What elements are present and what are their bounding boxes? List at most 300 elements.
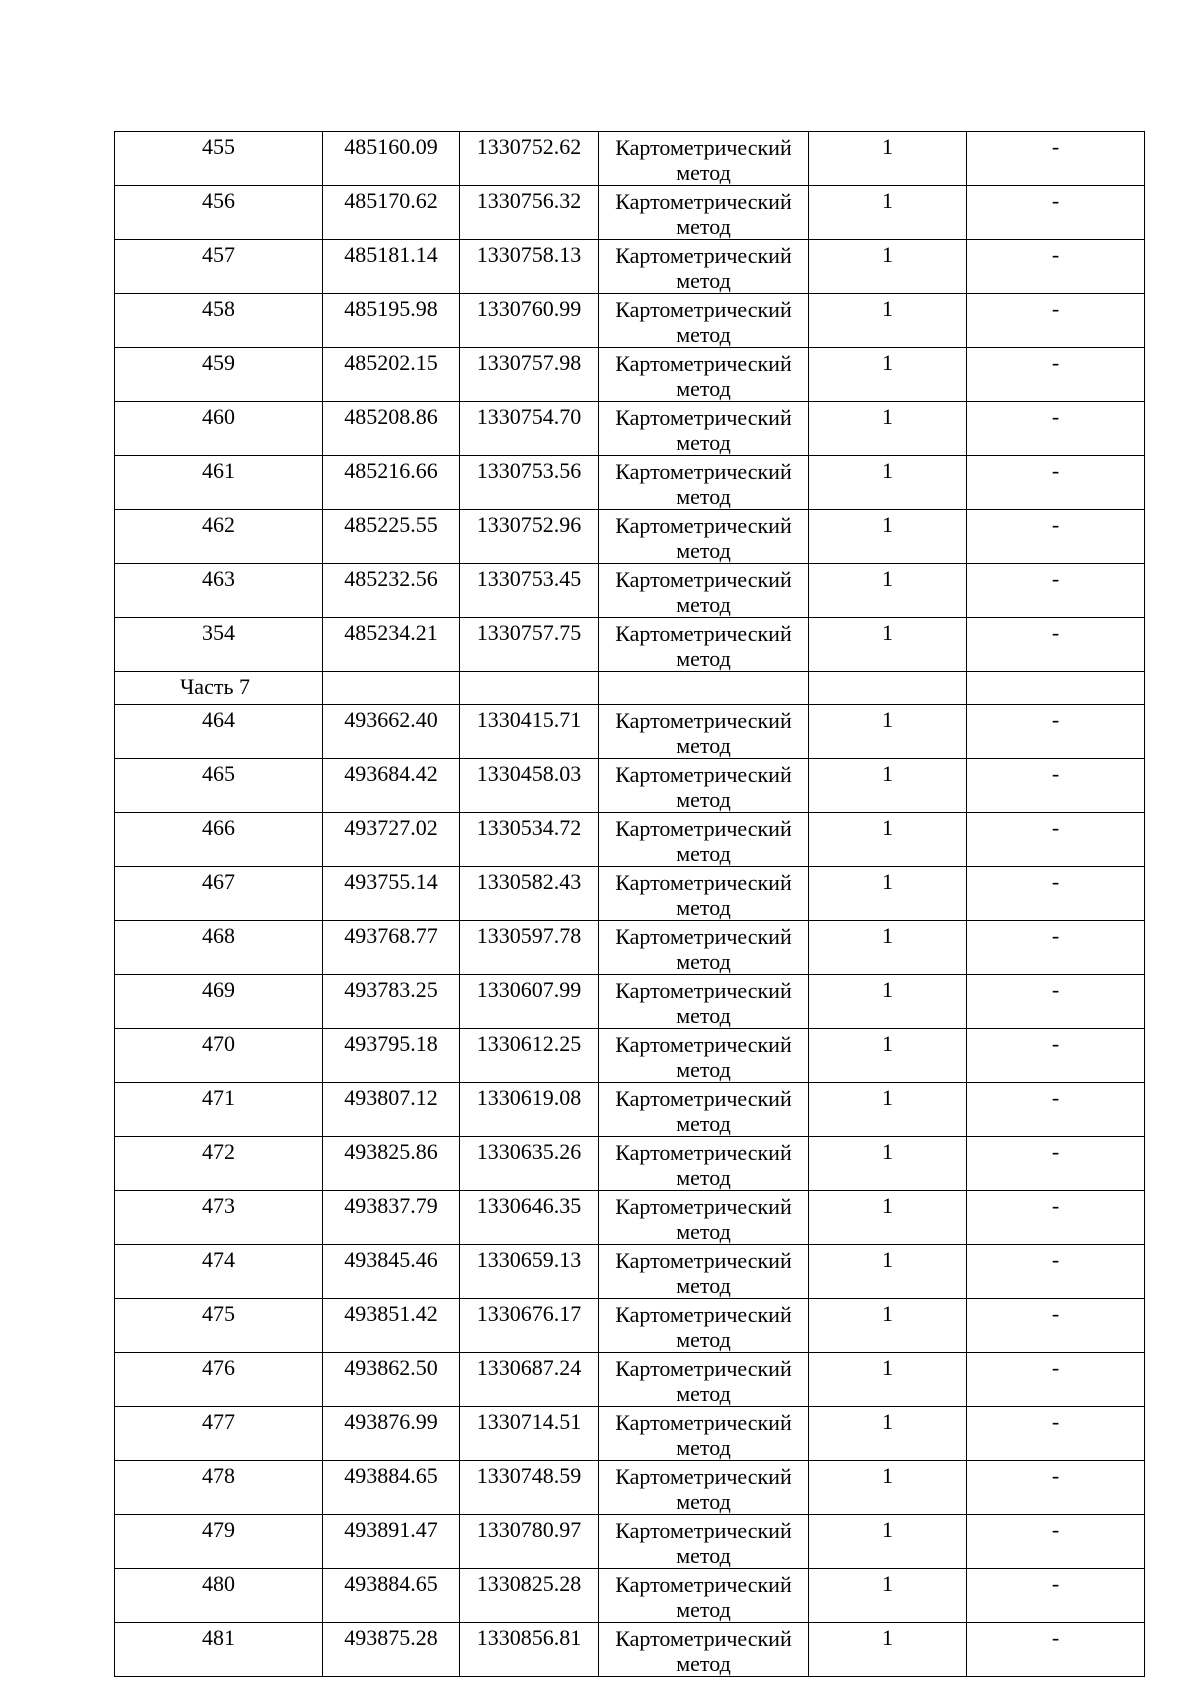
point-number-text: 461 (202, 458, 235, 483)
x-coordinate-text: 493825.86 (344, 1139, 438, 1164)
x-coordinate-cell (323, 618, 460, 672)
table-row (115, 1407, 1145, 1461)
description-text: - (1051, 761, 1060, 786)
y-coordinate-cell (460, 1299, 599, 1353)
description-text: - (1051, 869, 1060, 894)
method-cell (599, 1623, 809, 1677)
accuracy-text: 1 (882, 1409, 893, 1434)
point-number-text: 462 (202, 512, 235, 537)
method-cell (599, 348, 809, 402)
point-number-cell (115, 1137, 323, 1191)
accuracy-text: 1 (882, 1247, 893, 1272)
description-cell (967, 1245, 1145, 1299)
y-coordinate-text: 1330748.59 (476, 1463, 582, 1488)
method-text: Картометрический метод (615, 1572, 792, 1622)
accuracy-text: 1 (882, 707, 893, 732)
y-coordinate-text: 1330458.03 (476, 761, 582, 786)
method-text: Картометрический метод (615, 1032, 792, 1082)
method-cell (599, 1461, 809, 1515)
x-coordinate-text: 485181.14 (344, 242, 438, 267)
x-coordinate-cell (323, 813, 460, 867)
table-row (115, 132, 1145, 186)
method-cell (599, 132, 809, 186)
x-coordinate-text: 493727.02 (344, 815, 438, 840)
description-text: - (1051, 1625, 1060, 1650)
y-coordinate-cell (460, 1569, 599, 1623)
description-cell (967, 921, 1145, 975)
accuracy-text: 1 (882, 512, 893, 537)
description-cell (967, 240, 1145, 294)
table-row (115, 456, 1145, 510)
point-number-text: 478 (202, 1463, 235, 1488)
accuracy-cell (809, 1353, 967, 1407)
description-cell (967, 705, 1145, 759)
table-row (115, 186, 1145, 240)
description-text: - (1051, 815, 1060, 840)
description-cell (967, 510, 1145, 564)
x-coordinate-cell (323, 348, 460, 402)
empty-cell (460, 672, 599, 705)
x-coordinate-cell (323, 867, 460, 921)
method-cell (599, 1191, 809, 1245)
y-coordinate-text: 1330753.56 (476, 458, 582, 483)
accuracy-cell (809, 975, 967, 1029)
accuracy-cell (809, 1191, 967, 1245)
method-text: Картометрический метод (615, 870, 792, 920)
description-text: - (1051, 512, 1060, 537)
x-coordinate-cell (323, 1191, 460, 1245)
y-coordinate-cell (460, 1461, 599, 1515)
method-text: Картометрический метод (615, 978, 792, 1028)
accuracy-text: 1 (882, 1463, 893, 1488)
x-coordinate-cell (323, 510, 460, 564)
description-text: - (1051, 1355, 1060, 1380)
description-text: - (1051, 1463, 1060, 1488)
description-text: - (1051, 977, 1060, 1002)
y-coordinate-text: 1330415.71 (476, 707, 582, 732)
point-number-cell (115, 186, 323, 240)
y-coordinate-cell (460, 867, 599, 921)
method-cell (599, 1569, 809, 1623)
table-row (115, 1515, 1145, 1569)
point-number-text: 470 (202, 1031, 235, 1056)
y-coordinate-text: 1330635.26 (476, 1139, 582, 1164)
method-cell (599, 1353, 809, 1407)
empty-cell (323, 672, 460, 705)
accuracy-cell (809, 1515, 967, 1569)
description-text: - (1051, 242, 1060, 267)
y-coordinate-cell (460, 456, 599, 510)
x-coordinate-cell (323, 1407, 460, 1461)
accuracy-text: 1 (882, 188, 893, 213)
point-number-cell (115, 867, 323, 921)
x-coordinate-cell (323, 294, 460, 348)
accuracy-cell (809, 1407, 967, 1461)
accuracy-cell (809, 402, 967, 456)
method-text: Картометрический метод (615, 1140, 792, 1190)
x-coordinate-text: 485202.15 (344, 350, 438, 375)
table-row (115, 1083, 1145, 1137)
x-coordinate-text: 493684.42 (344, 761, 438, 786)
y-coordinate-text: 1330714.51 (476, 1409, 582, 1434)
table-row (115, 759, 1145, 813)
accuracy-text: 1 (882, 242, 893, 267)
method-text: Картометрический метод (615, 1464, 792, 1514)
x-coordinate-cell (323, 921, 460, 975)
method-text: Картометрический метод (615, 459, 792, 509)
x-coordinate-text: 493837.79 (344, 1193, 438, 1218)
method-text: Картометрический метод (615, 405, 792, 455)
point-number-cell (115, 759, 323, 813)
table-row (115, 1353, 1145, 1407)
point-number-text: 354 (202, 620, 235, 645)
y-coordinate-text: 1330619.08 (476, 1085, 582, 1110)
table-row (115, 510, 1145, 564)
y-coordinate-cell (460, 705, 599, 759)
method-cell (599, 402, 809, 456)
accuracy-text: 1 (882, 350, 893, 375)
y-coordinate-text: 1330753.45 (476, 566, 582, 591)
description-cell (967, 1299, 1145, 1353)
x-coordinate-text: 485225.55 (344, 512, 438, 537)
y-coordinate-cell (460, 1245, 599, 1299)
accuracy-cell (809, 813, 967, 867)
accuracy-cell (809, 564, 967, 618)
accuracy-text: 1 (882, 620, 893, 645)
accuracy-cell (809, 348, 967, 402)
accuracy-cell (809, 1137, 967, 1191)
accuracy-text: 1 (882, 1301, 893, 1326)
point-number-cell (115, 240, 323, 294)
table-row (115, 240, 1145, 294)
accuracy-cell (809, 510, 967, 564)
x-coordinate-cell (323, 1029, 460, 1083)
accuracy-cell (809, 1083, 967, 1137)
point-number-cell (115, 1407, 323, 1461)
description-cell (967, 975, 1145, 1029)
point-number-text: 472 (202, 1139, 235, 1164)
table-row (115, 1137, 1145, 1191)
accuracy-text: 1 (882, 296, 893, 321)
x-coordinate-cell (323, 402, 460, 456)
x-coordinate-text: 485232.56 (344, 566, 438, 591)
description-cell (967, 456, 1145, 510)
point-number-text: 467 (202, 869, 235, 894)
y-coordinate-cell (460, 1515, 599, 1569)
method-text: Картометрический метод (615, 621, 792, 671)
table-row (115, 813, 1145, 867)
accuracy-cell (809, 867, 967, 921)
point-number-cell (115, 132, 323, 186)
description-text: - (1051, 1139, 1060, 1164)
y-coordinate-cell (460, 1137, 599, 1191)
y-coordinate-cell (460, 618, 599, 672)
x-coordinate-text: 493795.18 (344, 1031, 438, 1056)
y-coordinate-cell (460, 1083, 599, 1137)
point-number-text: 475 (202, 1301, 235, 1326)
point-number-cell (115, 1623, 323, 1677)
accuracy-cell (809, 186, 967, 240)
x-coordinate-cell (323, 186, 460, 240)
method-cell (599, 294, 809, 348)
accuracy-cell (809, 456, 967, 510)
description-cell (967, 1191, 1145, 1245)
point-number-cell (115, 456, 323, 510)
accuracy-cell (809, 1245, 967, 1299)
section-label-cell (115, 672, 323, 705)
method-text: Картометрический метод (615, 135, 792, 185)
point-number-cell (115, 1245, 323, 1299)
table-row (115, 705, 1145, 759)
description-cell (967, 813, 1145, 867)
x-coordinate-text: 485216.66 (344, 458, 438, 483)
accuracy-text: 1 (882, 815, 893, 840)
description-text: - (1051, 188, 1060, 213)
description-text: - (1051, 923, 1060, 948)
point-number-text: 481 (202, 1625, 235, 1650)
y-coordinate-cell (460, 294, 599, 348)
y-coordinate-text: 1330754.70 (476, 404, 582, 429)
description-cell (967, 294, 1145, 348)
empty-cell (809, 672, 967, 705)
description-cell (967, 1515, 1145, 1569)
x-coordinate-cell (323, 1515, 460, 1569)
method-cell (599, 186, 809, 240)
accuracy-text: 1 (882, 566, 893, 591)
accuracy-text: 1 (882, 134, 893, 159)
x-coordinate-text: 493875.28 (344, 1625, 438, 1650)
method-text: Картометрический метод (615, 1086, 792, 1136)
y-coordinate-cell (460, 186, 599, 240)
table-row (115, 1569, 1145, 1623)
point-number-cell (115, 975, 323, 1029)
point-number-cell (115, 564, 323, 618)
method-cell (599, 705, 809, 759)
accuracy-cell (809, 618, 967, 672)
y-coordinate-text: 1330758.13 (476, 242, 582, 267)
point-number-cell (115, 1515, 323, 1569)
y-coordinate-cell (460, 240, 599, 294)
method-text: Картометрический метод (615, 243, 792, 293)
method-text: Картометрический метод (615, 1410, 792, 1460)
x-coordinate-cell (323, 1623, 460, 1677)
method-cell (599, 1083, 809, 1137)
description-cell (967, 1569, 1145, 1623)
y-coordinate-cell (460, 921, 599, 975)
y-coordinate-cell (460, 402, 599, 456)
table-row (115, 618, 1145, 672)
y-coordinate-text: 1330752.62 (476, 134, 582, 159)
point-number-text: 465 (202, 761, 235, 786)
x-coordinate-text: 485208.86 (344, 404, 438, 429)
x-coordinate-cell (323, 705, 460, 759)
description-cell (967, 1623, 1145, 1677)
method-text: Картометрический метод (615, 1248, 792, 1298)
point-number-text: 479 (202, 1517, 235, 1542)
point-number-text: 456 (202, 188, 235, 213)
description-cell (967, 402, 1145, 456)
description-text: - (1051, 566, 1060, 591)
method-cell (599, 240, 809, 294)
description-cell (967, 348, 1145, 402)
description-cell (967, 1137, 1145, 1191)
method-cell (599, 564, 809, 618)
description-text: - (1051, 1409, 1060, 1434)
description-text: - (1051, 296, 1060, 321)
x-coordinate-text: 485160.09 (344, 134, 438, 159)
x-coordinate-cell (323, 564, 460, 618)
accuracy-text: 1 (882, 869, 893, 894)
accuracy-text: 1 (882, 1571, 893, 1596)
description-text: - (1051, 1031, 1060, 1056)
table-row (115, 1245, 1145, 1299)
y-coordinate-text: 1330752.96 (476, 512, 582, 537)
description-text: - (1051, 707, 1060, 732)
method-text: Картометрический метод (615, 513, 792, 563)
y-coordinate-text: 1330825.28 (476, 1571, 582, 1596)
y-coordinate-text: 1330597.78 (476, 923, 582, 948)
x-coordinate-text: 493768.77 (344, 923, 438, 948)
x-coordinate-text: 493845.46 (344, 1247, 438, 1272)
description-text: - (1051, 1247, 1060, 1272)
x-coordinate-cell (323, 456, 460, 510)
x-coordinate-text: 493755.14 (344, 869, 438, 894)
y-coordinate-text: 1330612.25 (476, 1031, 582, 1056)
table-row (115, 1191, 1145, 1245)
empty-cell (599, 672, 809, 705)
description-text: - (1051, 1193, 1060, 1218)
accuracy-cell (809, 132, 967, 186)
method-cell (599, 867, 809, 921)
table-row (115, 564, 1145, 618)
y-coordinate-cell (460, 1407, 599, 1461)
coordinates-table (114, 131, 1145, 1677)
point-number-cell (115, 348, 323, 402)
table-row (115, 975, 1145, 1029)
x-coordinate-cell (323, 975, 460, 1029)
description-text: - (1051, 1085, 1060, 1110)
description-cell (967, 186, 1145, 240)
method-cell (599, 975, 809, 1029)
x-coordinate-cell (323, 1569, 460, 1623)
x-coordinate-cell (323, 132, 460, 186)
table-row (115, 348, 1145, 402)
point-number-text: 476 (202, 1355, 235, 1380)
accuracy-cell (809, 921, 967, 975)
description-text: - (1051, 1301, 1060, 1326)
point-number-text: 474 (202, 1247, 235, 1272)
x-coordinate-text: 485170.62 (344, 188, 438, 213)
point-number-text: 468 (202, 923, 235, 948)
method-text: Картометрический метод (615, 1356, 792, 1406)
table-row (115, 1029, 1145, 1083)
method-cell (599, 813, 809, 867)
accuracy-cell (809, 705, 967, 759)
x-coordinate-cell (323, 1245, 460, 1299)
description-cell (967, 1461, 1145, 1515)
y-coordinate-cell (460, 348, 599, 402)
point-number-cell (115, 510, 323, 564)
y-coordinate-cell (460, 1029, 599, 1083)
point-number-cell (115, 705, 323, 759)
point-number-cell (115, 618, 323, 672)
method-cell (599, 456, 809, 510)
empty-cell (967, 672, 1145, 705)
x-coordinate-cell (323, 1353, 460, 1407)
x-coordinate-text: 493783.25 (344, 977, 438, 1002)
y-coordinate-text: 1330780.97 (476, 1517, 582, 1542)
y-coordinate-cell (460, 510, 599, 564)
method-text: Картометрический метод (615, 297, 792, 347)
method-cell (599, 1029, 809, 1083)
accuracy-cell (809, 1569, 967, 1623)
x-coordinate-text: 493891.47 (344, 1517, 438, 1542)
method-text: Картометрический метод (615, 708, 792, 758)
description-cell (967, 618, 1145, 672)
point-number-cell (115, 402, 323, 456)
description-cell (967, 1407, 1145, 1461)
method-text: Картометрический метод (615, 1626, 792, 1676)
y-coordinate-text: 1330534.72 (476, 815, 582, 840)
point-number-text: 460 (202, 404, 235, 429)
point-number-cell (115, 1191, 323, 1245)
point-number-text: 458 (202, 296, 235, 321)
accuracy-text: 1 (882, 1625, 893, 1650)
x-coordinate-text: 493884.65 (344, 1463, 438, 1488)
method-cell (599, 759, 809, 813)
table-row (115, 402, 1145, 456)
point-number-text: 455 (202, 134, 235, 159)
accuracy-cell (809, 1461, 967, 1515)
y-coordinate-text: 1330757.98 (476, 350, 582, 375)
point-number-text: 469 (202, 977, 235, 1002)
table-row (115, 921, 1145, 975)
x-coordinate-cell (323, 1137, 460, 1191)
method-text: Картометрический метод (615, 816, 792, 866)
table-row (115, 1299, 1145, 1353)
x-coordinate-text: 493876.99 (344, 1409, 438, 1434)
description-text: - (1051, 404, 1060, 429)
y-coordinate-text: 1330659.13 (476, 1247, 582, 1272)
accuracy-text: 1 (882, 1193, 893, 1218)
accuracy-text: 1 (882, 458, 893, 483)
method-cell (599, 1407, 809, 1461)
y-coordinate-cell (460, 564, 599, 618)
point-number-text: 464 (202, 707, 235, 732)
point-number-text: 480 (202, 1571, 235, 1596)
table-row (115, 867, 1145, 921)
point-number-cell (115, 1083, 323, 1137)
accuracy-cell (809, 1029, 967, 1083)
method-cell (599, 921, 809, 975)
accuracy-cell (809, 294, 967, 348)
y-coordinate-text: 1330756.32 (476, 188, 582, 213)
x-coordinate-text: 485195.98 (344, 296, 438, 321)
point-number-text: 463 (202, 566, 235, 591)
accuracy-text: 1 (882, 923, 893, 948)
x-coordinate-text: 493662.40 (344, 707, 438, 732)
section-label: Часть 7 (180, 674, 250, 699)
x-coordinate-text: 485234.21 (344, 620, 438, 645)
accuracy-text: 1 (882, 1355, 893, 1380)
method-text: Картометрический метод (615, 189, 792, 239)
method-cell (599, 1137, 809, 1191)
table-row (115, 1623, 1145, 1677)
accuracy-text: 1 (882, 1139, 893, 1164)
point-number-cell (115, 294, 323, 348)
method-cell (599, 510, 809, 564)
y-coordinate-cell (460, 1623, 599, 1677)
